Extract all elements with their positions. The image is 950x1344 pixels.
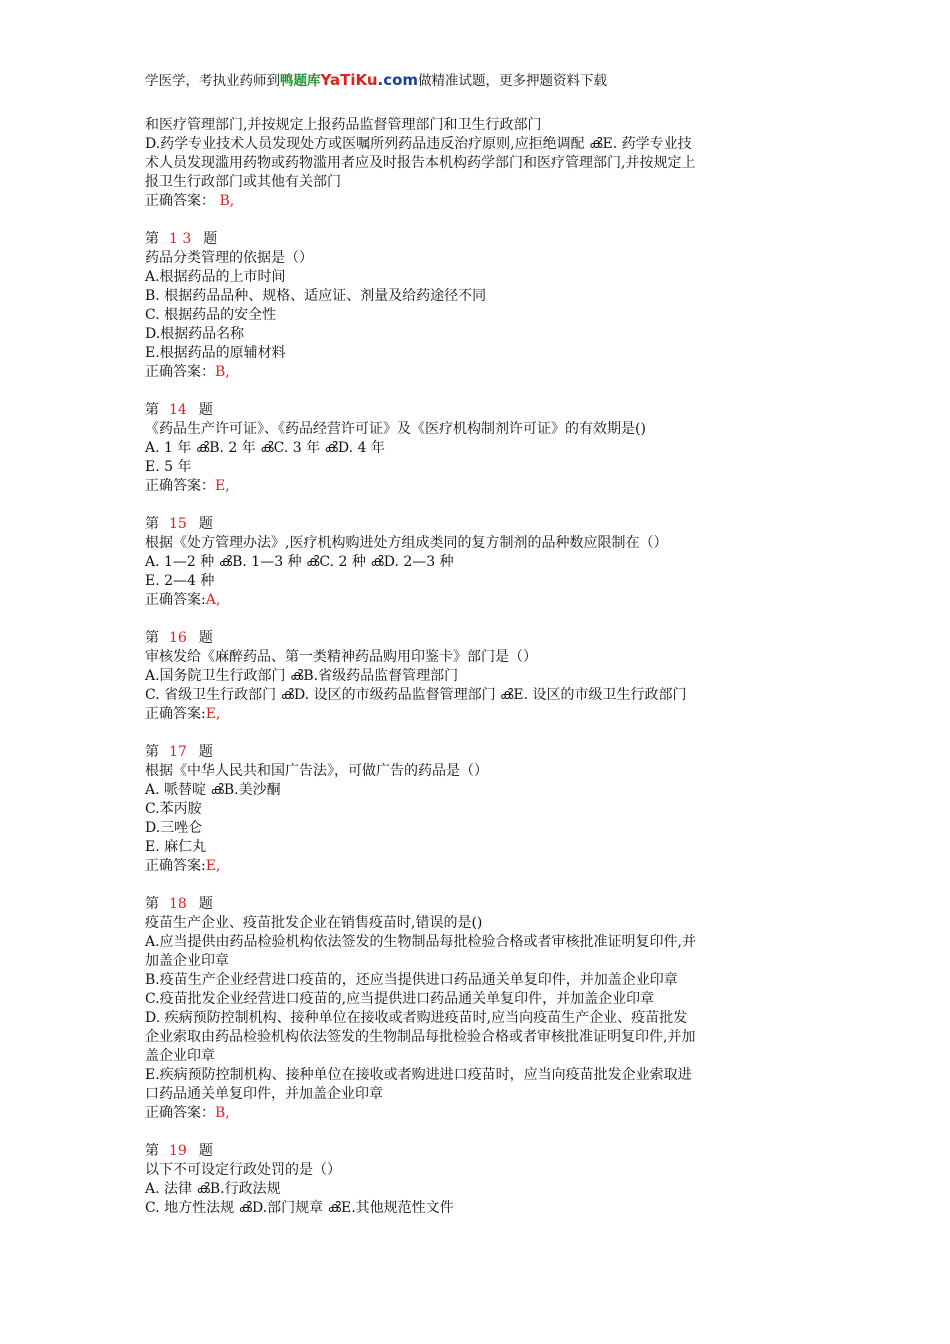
question-stem: 药品分类管理的依据是（） [145,250,313,266]
question-number: 1 3 [169,231,192,247]
page-header [145,70,607,91]
question-option: 加盖企业印章 [145,953,229,969]
question-suffix: 题 [198,1143,213,1159]
question-heading [145,1142,815,1161]
question-number: 16 [169,630,187,646]
question-prefix: 第 [145,1143,159,1159]
intro-answer [145,192,815,211]
answer-value: E, [205,706,221,722]
question-option: 口药品通关单复印件，并加盖企业印章 [145,1086,383,1102]
question-prefix: 第 [145,231,159,247]
question-heading [145,629,815,648]
question-heading [145,401,815,420]
question-answer [145,477,815,496]
question-number: 18 [169,896,187,912]
question-heading [145,515,815,534]
question-option: A. 1—2 种 ൿB. 1—3 种 ൿC. 2 种 ൿD. 2—3 种 [145,554,454,570]
answer-value: B, [215,364,230,380]
question-prefix: 第 [145,516,159,532]
question-prefix: 第 [145,896,159,912]
answer-label: 正确答案: [145,706,206,722]
answer-label: 正确答案： [145,1105,215,1121]
question-suffix: 题 [198,630,213,646]
question-option: C. 省级卫生行政部门 ൿD. 设区的市级药品监督管理部门 ൿE. 设区的市级卫生行政部门 [145,687,687,703]
intro-line: D.药学专业技术人员发现处方或医嘱所列药品违反治疗原则,应拒绝调配 ൿE. 药学专业技 [145,136,692,152]
question-answer [145,1104,815,1123]
document-body [145,116,815,1218]
question-stem: 《药品生产许可证》、《药品经营许可证》及《医疗机构制剂许可证》的有效期是() [145,421,646,437]
question-block [145,629,815,724]
question-block [145,230,815,382]
brand-name-cn: 鸭题库 [280,73,321,89]
question-option: E.根据药品的原辅材料 [145,345,286,361]
question-option: B.疫苗生产企业经营进口疫苗的，还应当提供进口药品通关单复印件，并加盖企业印章 [145,972,678,988]
question-stem: 根据《处方管理办法》,医疗机构购进处方组成类同的复方制剂的品种数应限制在（） [145,535,668,551]
answer-value: B, [215,1105,230,1121]
question-suffix: 题 [198,402,213,418]
question-list [145,230,815,1218]
question-stem: 根据《中华人民共和国广告法》，可做广告的药品是（） [145,763,488,779]
question-option: 企业索取由药品检验机构依法签发的生物制品每批检验合格或者审核批准证明复印件,并加 [145,1029,696,1045]
brand-domain: .com [377,71,419,89]
question-block [145,895,815,1123]
question-option: E. 2—4 种 [145,573,215,589]
question-stem: 审核发给《麻醉药品、第一类精神药品购用印鉴卡》部门是（） [145,649,537,665]
question-block [145,515,815,610]
question-number: 19 [169,1143,187,1159]
question-block [145,743,815,876]
answer-value: A, [205,592,221,608]
question-number: 17 [169,744,187,760]
question-block [145,401,815,496]
question-option: C. 根据药品的安全性 [145,307,277,323]
question-answer [145,363,815,382]
answer-value: E, [205,858,221,874]
question-option: A.根据药品的上市时间 [145,269,286,285]
question-prefix: 第 [145,630,159,646]
intro-line: 和医疗管理部门,并按规定上报药品监督管理部门和卫生行政部门 [145,117,542,133]
question-heading [145,895,815,914]
question-suffix: 题 [198,744,213,760]
answer-label: 正确答案: [145,858,206,874]
header-prefix: 学医学，考执业药师到 [145,73,280,89]
question-number: 14 [169,402,187,418]
question-option: E.疾病预防控制机构、接种单位在接收或者购进进口疫苗时，应当向疫苗批发企业索取进 [145,1067,692,1083]
question-prefix: 第 [145,402,159,418]
question-option: A. 1 年 ൿB. 2 年 ൿC. 3 年 ൿD. 4 年 [145,440,385,456]
question-option: D. 疾病预防控制机构、接种单位在接收或者购进疫苗时,应当向疫苗生产企业、疫苗批发 [145,1010,688,1026]
brand-name-en: YaTiKu [320,71,378,89]
question-option: D.三唑仑 [145,820,203,836]
question-stem: 疫苗生产企业、疫苗批发企业在销售疫苗时,错误的是() [145,915,483,931]
question-suffix: 题 [203,231,218,247]
question-option: 盖企业印章 [145,1048,215,1064]
question-suffix: 题 [198,516,213,532]
answer-label: 正确答案： [145,193,215,209]
question-prefix: 第 [145,744,159,760]
question-block [145,1142,815,1218]
question-option: C. 地方性法规 ൿD.部门规章 ൿE.其他规范性文件 [145,1200,454,1216]
answer-value: B, [215,193,235,209]
answer-value: E, [215,478,230,494]
intro-line: 报卫生行政部门或其他有关部门 [145,174,341,190]
question-option: A.国务院卫生行政部门 ൿB.省级药品监督管理部门 [145,668,459,684]
answer-label: 正确答案: [145,592,206,608]
question-option: D.根据药品名称 [145,326,245,342]
intro-line: 术人员发现滥用药物或药物滥用者应及时报告本机构药学部门和医疗管理部门,并按规定上 [145,155,696,171]
answer-label: 正确答案： [145,478,215,494]
question-answer [145,591,815,610]
question-answer [145,705,815,724]
question-option: A. 哌替啶 ൿB.美沙酮 [145,782,281,798]
question-option: B. 根据药品品种、规格、适应证、剂量及给药途径不同 [145,288,487,304]
header-suffix: 做精准试题，更多押题资料下载 [418,73,608,89]
question-answer [145,857,815,876]
question-option: C.苯丙胺 [145,801,202,817]
question-option: A. 法律 ൿB.行政法规 [145,1181,281,1197]
question-stem: 以下不可设定行政处罚的是（） [145,1162,341,1178]
question-option: E. 麻仁丸 [145,839,207,855]
question-heading [145,230,815,249]
question-heading [145,743,815,762]
question-option: A.应当提供由药品检验机构依法签发的生物制品每批检验合格或者审核批准证明复印件,并 [145,934,697,950]
question-option: C.疫苗批发企业经营进口疫苗的,应当提供进口药品通关单复印件，并加盖企业印章 [145,991,655,1007]
question-suffix: 题 [198,896,213,912]
answer-label: 正确答案： [145,364,215,380]
question-option: E. 5 年 [145,459,192,475]
question-number: 15 [169,516,187,532]
